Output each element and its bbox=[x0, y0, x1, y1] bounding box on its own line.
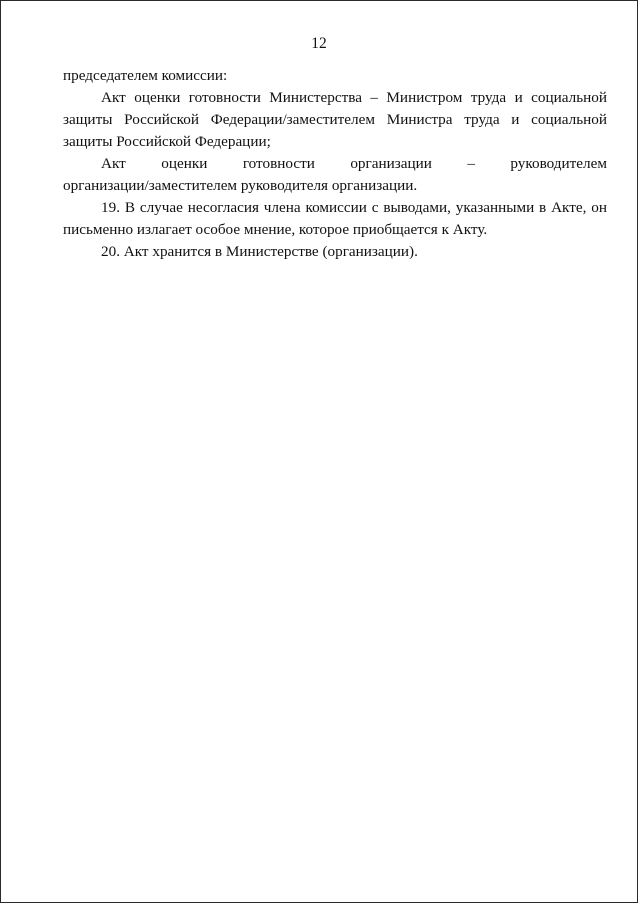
word: организации bbox=[350, 155, 432, 172]
paragraph-ministry-act: Акт оценки готовности Министерства – Министром труда и социальной защиты Российской Федерации/заместителем Министра труда и социальной защиты Российской Федерации; bbox=[63, 89, 607, 150]
word: готовности bbox=[242, 155, 315, 172]
document-body bbox=[63, 65, 607, 263]
word: Акт bbox=[101, 155, 126, 172]
word: – bbox=[467, 155, 475, 172]
page-number: 12 bbox=[311, 35, 327, 52]
paragraph-chairman: председателем комиссии: bbox=[63, 67, 228, 84]
paragraph-19-dissent: 19. В случае несогласия члена комиссии с выводами, указанными в Акте, он письменно излагает особое мнение, которое приобщается к Акту. bbox=[63, 199, 607, 238]
word: оценки bbox=[161, 155, 208, 172]
paragraph-organization-act-first-line bbox=[63, 153, 607, 175]
paragraph-organization-act-rest: организации/заместителем руководителя организации. bbox=[63, 177, 418, 194]
paragraph-organization-act bbox=[63, 153, 607, 197]
paragraph-20-storage: 20. Акт хранится в Министерстве (организации). bbox=[101, 243, 418, 260]
word: руководителем bbox=[510, 155, 607, 172]
